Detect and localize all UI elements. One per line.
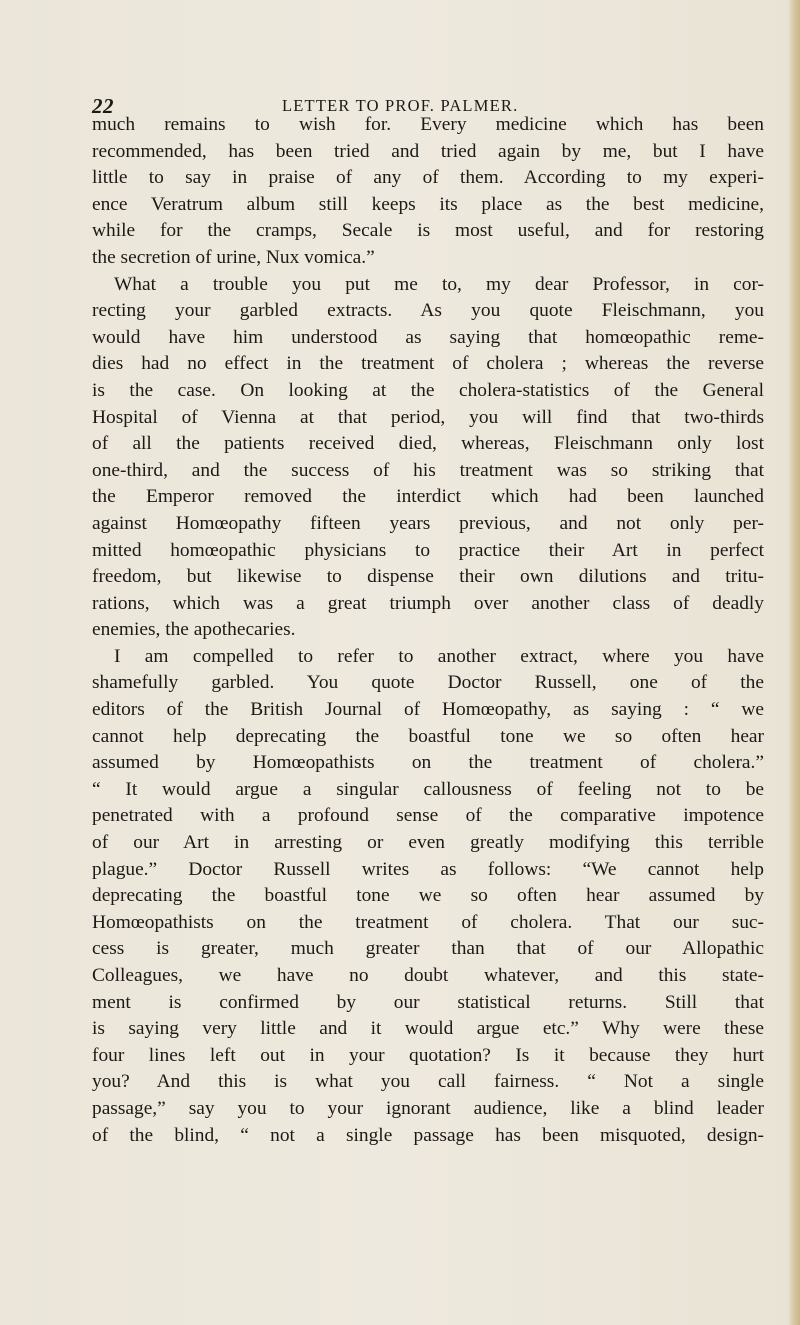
text-line: deprecating the boastful tone we so often hear assumed by: [92, 885, 764, 907]
text-line: ence Veratrum album still keeps its place as the best medicine,: [92, 193, 764, 215]
text-line: the secretion of urine, Nux vomica.”: [92, 246, 375, 268]
text-line: Homœopathists on the treatment of cholera. That our suc-: [92, 911, 764, 933]
text-line: the Emperor removed the interdict which had been launched: [92, 486, 764, 508]
text-line: recting your garbled extracts. As you quote Fleischmann, you: [92, 300, 764, 322]
text-line: of our Art in arresting or even greatly modifying this terrible: [92, 832, 764, 854]
text-line: Hospital of Vienna at that period, you will find that two-thirds: [92, 406, 764, 428]
text-line: while for the cramps, Secale is most useful, and for restoring: [92, 220, 764, 242]
text-line: mitted homœopathic physicians to practice their Art in perfect: [92, 539, 764, 561]
text-line: rations, which was a great triumph over another class of deadly: [92, 592, 764, 614]
text-line: is saying very little and it would argue etc.” Why were these: [92, 1018, 764, 1040]
text-line: of all the patients received died, whereas, Fleischmann only lost: [92, 433, 764, 455]
text-line: would have him understood as saying that homœopathic reme-: [92, 326, 764, 348]
text-line: cannot help deprecating the boastful tone we so often hear: [92, 725, 764, 747]
text-line: four lines left out in your quotation? Is it because they hurt: [92, 1044, 764, 1066]
text-line: freedom, but likewise to dispense their own dilutions and tritu-: [92, 566, 764, 588]
body-text: [92, 112, 764, 1149]
text-line: much remains to wish for. Every medicine which has been: [92, 114, 764, 135]
page-edge: [788, 0, 800, 1325]
text-line: of the blind, “ not a single passage has been misquoted, design-: [92, 1124, 764, 1146]
text-line: shamefully garbled. You quote Doctor Russell, one of the: [92, 672, 764, 694]
text-line: one-third, and the success of his treatment was so striking that: [92, 459, 764, 481]
text-line: you? And this is what you call fairness. “ Not a single: [92, 1071, 764, 1093]
text-line: passage,” say you to your ignorant audience, like a blind leader: [92, 1097, 764, 1119]
text-line: enemies, the apothecaries.: [92, 619, 296, 641]
text-line: editors of the British Journal of Homœopathy, as saying : “ we: [92, 699, 764, 721]
text-line: is the case. On looking at the cholera-statistics of the General: [92, 379, 764, 401]
text-line: assumed by Homœopathists on the treatment of cholera.”: [92, 752, 764, 774]
text-line: I am compelled to refer to another extract, where you have: [114, 645, 764, 667]
text-line: What a trouble you put me to, my dear Professor, in cor-: [114, 273, 764, 295]
text-line: dies had no effect in the treatment of cholera ; whereas the reverse: [92, 353, 764, 375]
text-line: ment is confirmed by our statistical returns. Still that: [92, 991, 764, 1013]
text-line: cess is greater, much greater than that of our Allopathic: [92, 938, 764, 960]
text-line: Colleagues, we have no doubt whatever, and this state-: [92, 965, 764, 986]
text-line: against Homœopathy fifteen years previous, and not only per-: [92, 512, 764, 534]
page-number: 22: [92, 94, 114, 118]
text-line: penetrated with a profound sense of the comparative impotence: [92, 805, 764, 827]
text-line: little to say in praise of any of them. According to my experi-: [92, 167, 764, 189]
running-head: LETTER TO PROF. PALMER.: [282, 96, 519, 115]
text-line: “ It would argue a singular callousness of feeling not to be: [92, 778, 764, 800]
text-line: plague.” Doctor Russell writes as follows: “We cannot help: [92, 858, 764, 880]
text-line: recommended, has been tried and tried again by me, but I have: [92, 140, 764, 162]
